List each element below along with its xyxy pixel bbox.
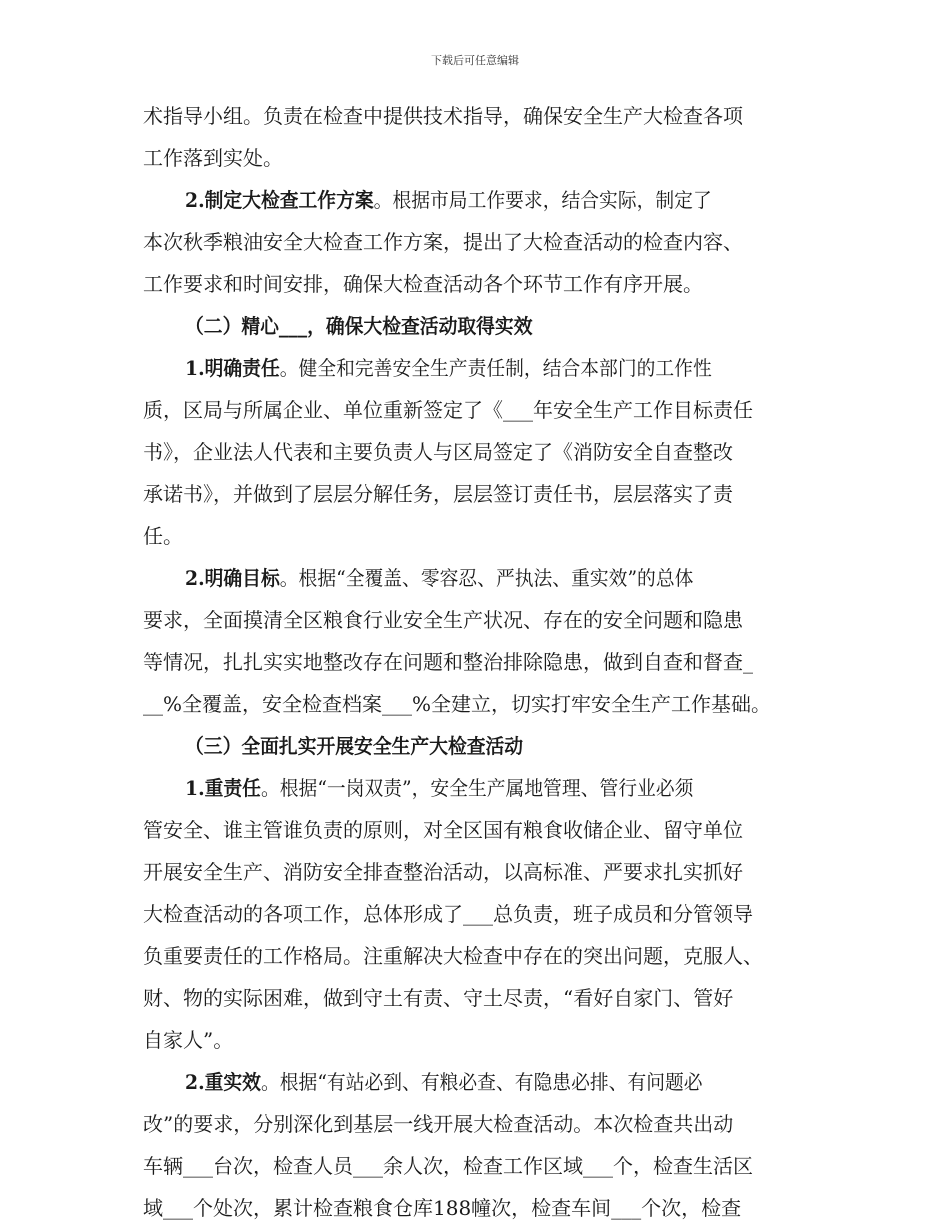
bold-heading-text: 2.明确目标 bbox=[185, 566, 280, 590]
text-line bbox=[185, 314, 833, 338]
text-line bbox=[143, 1196, 833, 1220]
body-text: 质，区局与所属企业、单位重新签定了《___年安全生产工作目标责任 bbox=[143, 398, 753, 422]
text-line bbox=[143, 902, 833, 926]
bold-heading-text: （二）精心___，确保大检查活动取得实效 bbox=[185, 314, 533, 338]
text-line bbox=[143, 986, 833, 1010]
text-line bbox=[143, 440, 833, 464]
text-line bbox=[143, 608, 833, 632]
body-text: 财、物的实际困难，做到守土有责、守土尽责，“看好自家门、管好 bbox=[143, 986, 734, 1010]
body-text: 域___个处次，累计检查粮食仓库188幢次，检查车间___个次，检查 bbox=[143, 1196, 742, 1220]
text-line bbox=[143, 818, 833, 842]
page-header: 下载后可任意编辑 bbox=[431, 54, 519, 67]
text-line bbox=[143, 692, 833, 716]
body-text: 本次秋季粮油安全大检查工作方案，提出了大检查活动的检查内容、 bbox=[143, 230, 743, 254]
body-text: 开展安全生产、消防安全排查整治活动，以高标准、严要求扎实抓好 bbox=[143, 860, 743, 884]
body-text: 要求，全面摸清全区粮食行业安全生产状况、存在的安全问题和隐患 bbox=[143, 608, 743, 632]
body-text: 自家人”。 bbox=[143, 1028, 234, 1052]
text-line bbox=[143, 1028, 833, 1052]
bold-heading-text: （三）全面扎实开展安全生产大检查活动 bbox=[185, 734, 524, 758]
text-line bbox=[185, 776, 833, 800]
text-line bbox=[185, 566, 833, 590]
text-line bbox=[143, 650, 833, 674]
bold-heading-text: 1.重责任 bbox=[185, 776, 261, 800]
body-text: 任。 bbox=[143, 524, 183, 548]
body-text: 改”的要求，分别深化到基层一线开展大检查活动。本次检查共出动 bbox=[143, 1112, 734, 1136]
body-text: 车辆___台次，检查人员___余人次，检查工作区域___个，检查生活区 bbox=[143, 1154, 753, 1178]
body-text: 。根据“全覆盖、零容忍、严执法、重实效”的总体 bbox=[279, 566, 694, 590]
bold-heading-text: 2.重实效 bbox=[185, 1070, 261, 1094]
body-text: 术指导小组。负责在检查中提供技术指导，确保安全生产大检查各项 bbox=[143, 104, 743, 128]
text-line bbox=[185, 1070, 833, 1094]
text-line bbox=[143, 272, 833, 296]
body-text: 承诺书》，并做到了层层分解任务，层层签订责任书，层层落实了责 bbox=[143, 482, 733, 506]
text-line bbox=[143, 860, 833, 884]
body-text: 等情况，扎扎实实地整改存在问题和整治排除隐患，做到自查和督查_ bbox=[143, 650, 753, 674]
body-text: 。根据“有站必到、有粮必查、有隐患必排、有问题必 bbox=[260, 1070, 703, 1094]
bold-heading-text: 2.制定大检查工作方案 bbox=[185, 188, 374, 212]
body-text: 大检查活动的各项工作，总体形成了___总负责，班子成员和分管领导 bbox=[143, 902, 753, 926]
text-line bbox=[143, 1154, 833, 1178]
text-line bbox=[143, 524, 833, 548]
text-line bbox=[185, 356, 833, 380]
text-line bbox=[185, 188, 833, 212]
text-line bbox=[143, 398, 833, 422]
body-text: __%全覆盖，安全检查档案___%全建立，切实打牢安全生产工作基础。 bbox=[143, 692, 772, 716]
body-text: 。根据“一岗双责”，安全生产属地管理、管行业必须 bbox=[260, 776, 694, 800]
text-line bbox=[143, 482, 833, 506]
text-line bbox=[143, 104, 833, 128]
text-line bbox=[143, 944, 833, 968]
body-text: 书》，企业法人代表和主要负责人与区局签定了《消防安全自查整改 bbox=[143, 440, 733, 464]
body-text: 。健全和完善安全生产责任制，结合本部门的工作性 bbox=[279, 356, 712, 380]
text-line bbox=[143, 230, 833, 254]
bold-heading-text: 1.明确责任 bbox=[185, 356, 280, 380]
body-text: 工作要求和时间安排，确保大检查活动各个环节工作有序开展。 bbox=[143, 272, 703, 296]
body-text: 管安全、谁主管谁负责的原则，对全区国有粮食收储企业、留守单位 bbox=[143, 818, 743, 842]
body-text: 工作落到实处。 bbox=[143, 146, 283, 170]
text-line bbox=[143, 146, 833, 170]
body-text: 负重要责任的工作格局。注重解决大检查中存在的突出问题，克服人、 bbox=[143, 944, 763, 968]
text-line bbox=[185, 734, 833, 758]
text-line bbox=[143, 1112, 833, 1136]
body-text: 。根据市局工作要求，结合实际，制定了 bbox=[373, 188, 712, 212]
